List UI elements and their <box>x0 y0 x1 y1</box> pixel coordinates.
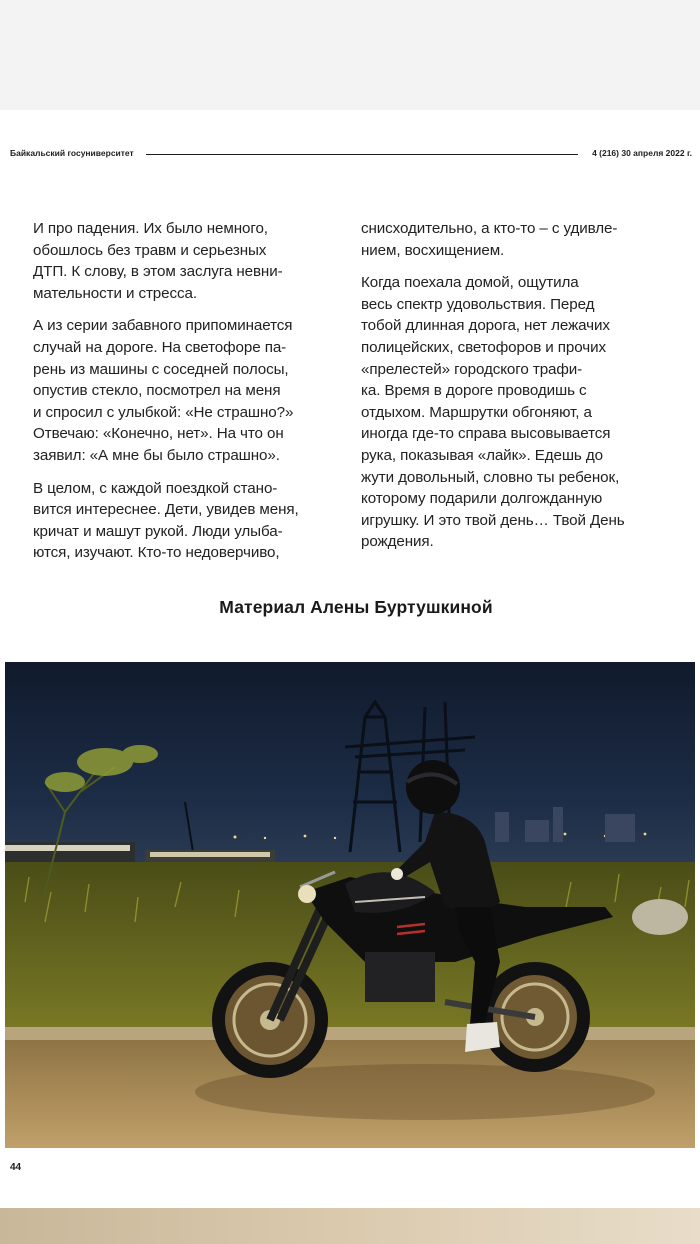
publication-name: Байкальский госуниверситет <box>10 148 134 158</box>
author-byline: Материал Алены Буртушкиной <box>219 597 493 617</box>
paragraph: И про падения. Их было немного, обошлось без травм и серьезных ДТП. К слову, в этом заслуга невни- мательности и стресса. <box>33 220 283 302</box>
paragraph: снисходительно, а кто-то – с удивле- нием, восхищением. <box>361 220 618 259</box>
issue-info: 4 (216) 30 апреля 2022 г. <box>592 148 692 158</box>
article-photo <box>5 662 695 1148</box>
running-head <box>10 146 692 160</box>
article-column-left <box>33 218 333 575</box>
page-number: 44 <box>10 1162 22 1173</box>
header-rule <box>146 154 578 155</box>
paragraph: Когда поехала домой, ощутила весь спектр удовольствия. Перед тобой длинная дорога, нет лежачих полицейских, светофоров и прочих «прелестей» городского трафи- ка. Время в дороге проводишь с отдыхом. Маршрутки обгоняют, а иногда где-то справа высовывается рука, показывая «лайк». Едешь до жути довольный, словно ты ребенок, которому подарили долгожданную игрушку. И это твой день… Твой День рождения. <box>361 274 625 551</box>
paragraph: В целом, с каждой поездкой стано- вится интереснее. Дети, увидев меня, кричат и машут рукой. Люди улыба- ются, изучают. Кто-то недоверчиво, <box>33 479 299 562</box>
newspaper-page <box>0 110 700 1208</box>
top-margin-band <box>0 0 700 110</box>
motorcycle-night-photo <box>5 662 695 1148</box>
paragraph: А из серии забавного припоминается случай на дороге. На светофоре па- рень из машины с соседней полосы, опустив стекло, посмотрел на меня и спросил с улыбкой: «Не страшно?» Отвечаю: «Конечно, нет». На что он заявил: «А мне бы было страшно». <box>33 317 294 464</box>
article-column-right <box>361 218 661 564</box>
bottom-margin-band <box>0 1208 700 1244</box>
